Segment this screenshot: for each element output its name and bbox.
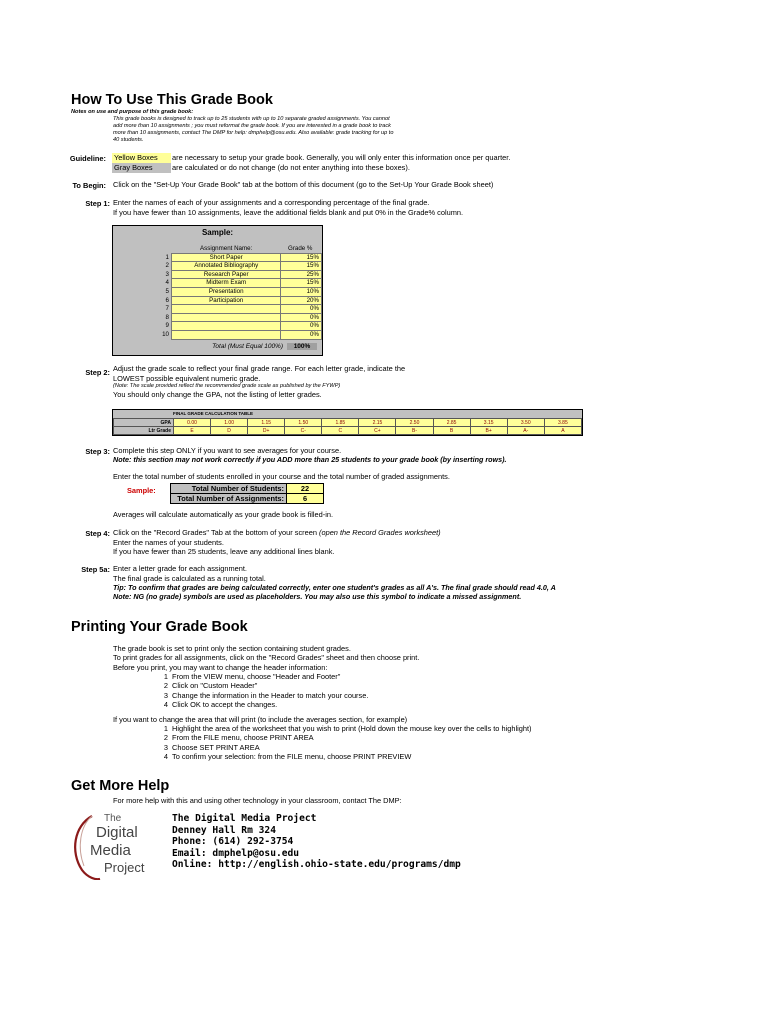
col-assignment-name: Assignment Name: — [171, 245, 280, 253]
letter-grade-value: B- — [396, 427, 433, 435]
sample-row — [113, 296, 322, 305]
yellow-box-text: are necessary to setup your grade book. Generally, you will only enter this information once per quarter. — [172, 153, 511, 162]
print-step — [160, 733, 531, 742]
print-step-text: Change the information in the Header to match your course. — [172, 690, 369, 700]
step3-sample-label: Sample: — [127, 486, 156, 495]
gpa-value: 1.85 — [322, 419, 359, 427]
print-step-number: 1 — [163, 724, 168, 733]
print-step-number: 3 — [163, 690, 168, 700]
step2-label: Step 2: — [85, 368, 110, 377]
gpa-value: 0.00 — [174, 419, 211, 427]
print-step — [160, 672, 368, 681]
letter-grade-value: A — [544, 427, 581, 435]
gray-box-sample: Gray Boxes — [112, 163, 171, 173]
logo-the: The — [104, 813, 122, 824]
contact-phone: Phone: (614) 292-3754 — [172, 836, 294, 847]
step5a-note: Note: NG (no grade) symbols are used as placeholders. You may also use this symbol to indicate a missed assignment. — [113, 592, 522, 602]
printing-intro-line: To print grades for all assignments, click on the "Record Grades" sheet and then choose print. — [113, 653, 420, 663]
step5a-tip: Tip: To confirm that grades are being calculated correctly, enter one student's grades as all A's. The final grade should read 4.0, A — [113, 583, 556, 593]
assignment-name — [171, 330, 280, 339]
step1-text — [113, 198, 463, 217]
print-step-text: From the FILE menu, choose PRINT AREA — [172, 733, 314, 743]
dmp-logo — [70, 812, 160, 880]
row-number: 1 — [165, 253, 169, 261]
gpa-table-title: FINAL GRADE CALCULATION TABLE — [113, 410, 582, 418]
sample-row — [113, 287, 322, 296]
row-number: 2 — [165, 262, 169, 270]
assignment-name: Annotated Bibliography — [171, 262, 280, 271]
row-number: 9 — [165, 322, 169, 330]
sample-row — [113, 330, 322, 339]
totals-table — [170, 483, 324, 504]
step1-line: If you have fewer than 10 assignments, leave the additional fields blank and put 0% in the Grade% column. — [113, 207, 464, 217]
row-number: 3 — [165, 270, 169, 278]
print-step — [160, 681, 368, 690]
gpa-value: 1.50 — [285, 419, 322, 427]
print-step-text: Highlight the area of the worksheet that you wish to print (Hold down the mouse key over the cells to highlight) — [172, 724, 532, 733]
contact-name: The Digital Media Project — [172, 813, 317, 824]
letter-grade-value: C- — [285, 427, 322, 435]
print-step — [160, 752, 531, 761]
grade-percent: 20% — [281, 296, 322, 305]
sample-row — [113, 305, 322, 314]
logo-digital: Digital — [96, 824, 138, 841]
print-step — [160, 700, 368, 709]
print-step-text: From the VIEW menu, choose "Header and Footer" — [172, 672, 341, 681]
assignment-name — [171, 305, 280, 314]
step4-line1: Click on the "Record Grades" Tab at the bottom of your screen (open the Record Grades worksheet) — [113, 528, 441, 537]
col-grade: Grade % — [281, 245, 322, 253]
contact-website[interactable]: Online: http://english.ohio-state.edu/programs/dmp — [172, 859, 461, 870]
grade-percent: 15% — [281, 279, 322, 288]
step3-note: Note: this section may not work correctly if you ADD more than 25 students to your grade book (by inserting rows). — [113, 455, 507, 464]
page-title: How To Use This Grade Book — [71, 92, 273, 108]
printing-intro — [113, 644, 419, 672]
step2-note: (Note: The scale provided reflect the recommended grade scale as published by the FYWP) — [113, 383, 341, 390]
gpa-value: 3.85 — [544, 419, 581, 427]
letter-grade-value: D — [211, 427, 248, 435]
assignment-name: Research Paper — [171, 270, 280, 279]
contact-address: Denney Hall Rm 324 — [172, 824, 276, 836]
to-begin-label: To Begin: — [72, 181, 106, 190]
row-number: 7 — [165, 305, 169, 313]
assignments-label: Total Number of Assignments: — [171, 494, 287, 504]
notes-heading: Notes on use and purpose of this grade book: — [71, 109, 194, 115]
sample-row — [113, 270, 322, 279]
sample-row — [113, 322, 322, 331]
print-step — [160, 691, 368, 700]
step5a-line2: The final grade is calculated as a running total. — [113, 573, 266, 583]
gpa-row — [114, 419, 582, 427]
gpa-label: GPA — [114, 419, 174, 427]
gpa-grid — [113, 418, 582, 435]
assignment-name: Midterm Exam — [171, 279, 280, 288]
row-number: 10 — [162, 330, 169, 338]
grade-percent: 0% — [281, 322, 322, 331]
step4-line3: If you have fewer than 25 students, leave any additional lines blank. — [113, 547, 335, 557]
students-value: 22 — [287, 484, 324, 494]
gpa-value: 1.15 — [248, 419, 285, 427]
sample-assignment-table — [112, 225, 323, 356]
notes-body — [113, 116, 393, 141]
print-step-text: To confirm your selection: from the FILE menu, choose PRINT PREVIEW — [172, 752, 412, 762]
letter-grade-value: B+ — [470, 427, 507, 435]
sample-row — [113, 313, 322, 322]
gray-box-text: are calculated or do not change (do not enter anything into these boxes). — [172, 163, 410, 172]
step2-last-line: You should only change the GPA, not the listing of letter grades. — [113, 390, 322, 400]
total-label: Total (Must Equal 100%) — [212, 343, 283, 350]
sample-row — [113, 262, 322, 271]
help-title: Get More Help — [71, 778, 170, 794]
assignment-name: Short Paper — [171, 253, 280, 262]
sample-total-row — [113, 343, 322, 350]
letter-grade-value: B — [433, 427, 470, 435]
contact-email[interactable]: Email: dmphelp@osu.edu — [172, 847, 300, 859]
students-row — [171, 484, 324, 494]
print-step — [160, 724, 531, 733]
help-intro: For more help with this and using other technology in your classroom, contact The DMP: — [113, 796, 402, 805]
printing-title: Printing Your Grade Book — [71, 619, 248, 635]
step3-line2: Enter the total number of students enrolled in your course and the total number of graded assignments. — [113, 472, 450, 481]
grade-calculation-table — [112, 409, 583, 436]
print-step-text: Click OK to accept the changes. — [172, 700, 278, 710]
step5a-text — [113, 564, 556, 601]
row-number: 8 — [165, 313, 169, 321]
grade-percent: 25% — [281, 270, 322, 279]
sample-row — [113, 279, 322, 288]
step3-line1: Complete this step ONLY if you want to see averages for your course. — [113, 446, 342, 455]
logo-project: Project — [104, 860, 145, 875]
letter-grade-row — [114, 427, 582, 435]
step1-line: Enter the names of each of your assignments and a corresponding percentage of the final grade. — [113, 198, 430, 207]
print-step-number: 1 — [163, 672, 168, 681]
letter-grade-value: D+ — [248, 427, 285, 435]
step5a-line1: Enter a letter grade for each assignment. — [113, 564, 247, 573]
letter-grade-label: Ltr Grade — [114, 427, 174, 435]
step2-text — [113, 364, 405, 400]
grade-percent: 15% — [281, 262, 322, 271]
printing-steps-header — [160, 672, 368, 710]
step4-label: Step 4: — [85, 529, 110, 538]
sample-row — [113, 253, 322, 262]
assignments-value: 6 — [287, 494, 324, 504]
row-number: 6 — [165, 296, 169, 304]
notes-line: This grade books is designed to track up to 25 students with up to 10 separate graded assignments. You cannot — [113, 116, 390, 122]
grade-percent: 0% — [281, 305, 322, 314]
letter-grade-value: A- — [507, 427, 544, 435]
grade-percent: 10% — [281, 287, 322, 296]
printing-intro-line: The grade book is set to print only the section containing student grades. — [113, 644, 351, 653]
assignment-name: Presentation — [171, 287, 280, 296]
gpa-value: 1.00 — [211, 419, 248, 427]
letter-grade-value: C — [322, 427, 359, 435]
printing-intro-line: Before you print, you may want to change the header information: — [113, 662, 328, 672]
print-step-number: 3 — [163, 742, 168, 752]
assignment-name — [171, 313, 280, 322]
grade-percent: 15% — [281, 253, 322, 262]
step3-line3: Averages will calculate automatically as your grade book is filled-in. — [113, 510, 334, 519]
notes-line: 40 students. — [113, 137, 144, 141]
notes-line: add more than 10 assignments ; you must reformat the grade book. If you are interested in a grade book to track — [113, 123, 391, 129]
printing-steps-area — [160, 724, 531, 762]
letter-grade-value: C+ — [359, 427, 396, 435]
gpa-value: 2.15 — [359, 419, 396, 427]
print-step-number: 2 — [163, 733, 168, 743]
print-step-number: 2 — [163, 681, 168, 691]
gpa-value: 3.15 — [470, 419, 507, 427]
assignment-name — [171, 322, 280, 331]
step2-line: Adjust the grade scale to reflect your final grade range. For each letter grade, indicate the — [113, 364, 406, 373]
sample-table-title: Sample: — [201, 228, 234, 237]
logo-media: Media — [90, 842, 131, 859]
step5a-label: Step 5a: — [81, 565, 110, 574]
letter-grade-value: E — [174, 427, 211, 435]
printing-intro2: If you want to change the area that will print (to include the averages section, for example) — [113, 715, 408, 724]
sample-table-header — [113, 245, 322, 253]
print-step-number: 4 — [163, 700, 168, 710]
gpa-value: 3.50 — [507, 419, 544, 427]
step4-line2: Enter the names of your students. — [113, 537, 224, 547]
to-begin-text: Click on the "Set-Up Your Grade Book" tab at the bottom of this document (go to the Set-Up Your Grade Book sheet) — [113, 180, 494, 189]
total-value: 100% — [287, 343, 317, 350]
step1-label: Step 1: — [85, 199, 110, 208]
yellow-box-sample: Yellow Boxes — [112, 153, 171, 163]
gpa-value: 2.50 — [396, 419, 433, 427]
step2-line: LOWEST possible equivalent numeric grade. — [113, 373, 261, 383]
notes-line: more than 10 assignments, contact The DMP for help: dmphelp@osu.edu. Also available: grade tracking for up to — [113, 130, 394, 136]
assignments-row — [171, 494, 324, 504]
sample-assignments — [113, 245, 322, 340]
step4-text — [113, 528, 441, 557]
row-number: 4 — [165, 279, 169, 287]
grade-percent: 0% — [281, 313, 322, 322]
guideline-label: Guideline: — [69, 154, 106, 163]
print-step-text: Click on "Custom Header" — [172, 681, 258, 691]
gpa-value: 2.85 — [433, 419, 470, 427]
grade-percent: 0% — [281, 330, 322, 339]
assignment-name: Participation — [171, 296, 280, 305]
print-step-number: 4 — [163, 752, 168, 762]
students-label: Total Number of Students: — [171, 484, 287, 494]
contact-block — [172, 813, 461, 871]
print-step-text: Choose SET PRINT AREA — [172, 742, 260, 752]
step3-label: Step 3: — [85, 447, 110, 456]
print-step — [160, 743, 531, 752]
row-number: 5 — [165, 287, 169, 295]
